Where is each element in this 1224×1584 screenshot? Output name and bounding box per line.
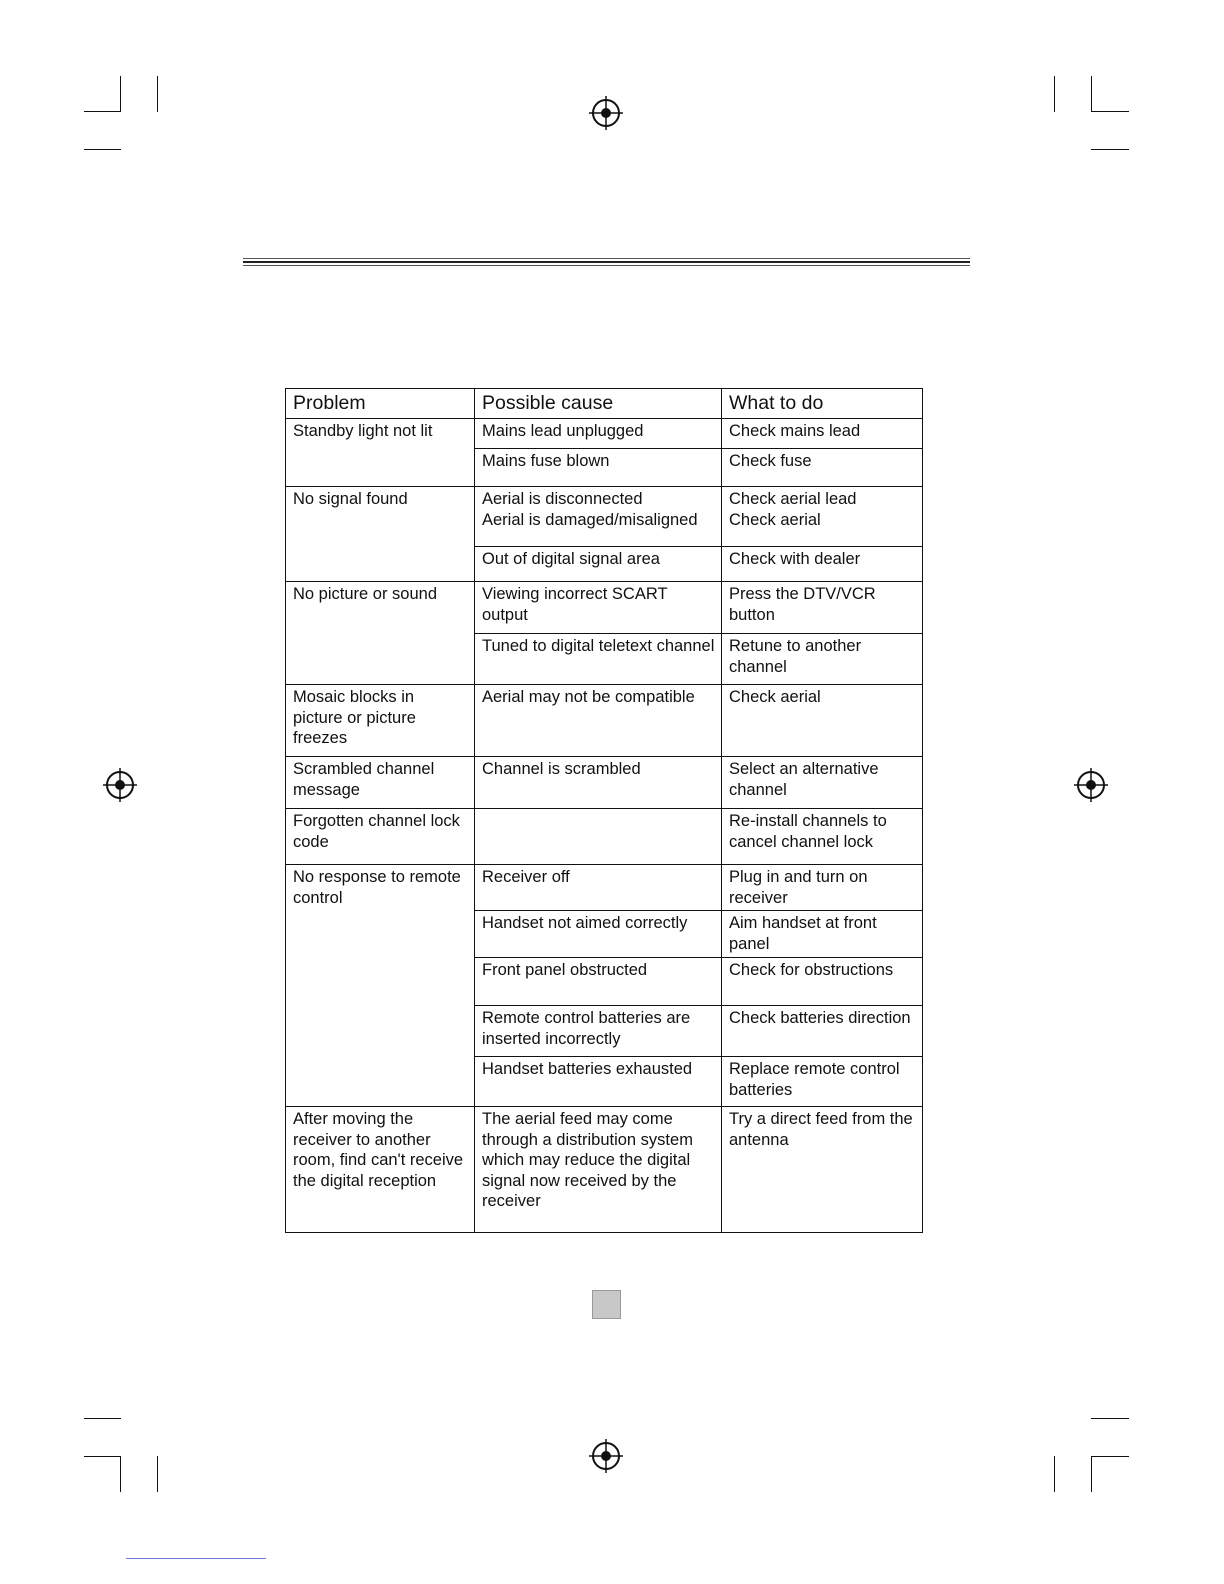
page-number-box <box>592 1290 621 1319</box>
table-row <box>286 487 923 547</box>
cause-cell: Mains lead unplugged <box>475 419 722 449</box>
action-cell: Press the DTV/VCR button <box>722 582 923 634</box>
crop-mark <box>84 1418 121 1419</box>
crop-mark <box>157 1456 158 1492</box>
action-cell: Check batteries direction <box>722 1006 923 1057</box>
action-cell: Check aerial <box>722 685 923 757</box>
cause-cell: The aerial feed may come through a distribution system which may reduce the digital signal now received by the receiver <box>475 1107 722 1233</box>
action-cell: Replace remote control batteries <box>722 1057 923 1107</box>
table-header-row <box>286 389 923 419</box>
cause-cell: Out of digital signal area <box>475 547 722 582</box>
cause-cell: Aerial is disconnected Aerial is damaged/misaligned <box>475 487 722 547</box>
crop-mark <box>1091 149 1129 150</box>
problem-cell: Forgotten channel lock code <box>286 809 475 865</box>
registration-mark-icon <box>1074 768 1108 802</box>
action-cell: Aim handset at front panel <box>722 911 923 958</box>
table-row <box>286 685 923 757</box>
action-cell: Select an alternative channel <box>722 757 923 809</box>
action-cell: Plug in and turn on receiver <box>722 865 923 911</box>
crop-mark <box>1054 76 1055 112</box>
crop-mark <box>120 76 121 112</box>
action-cell: Re-install channels to cancel channel lock <box>722 809 923 865</box>
problem-cell: After moving the receiver to another room, find can't receive the digital reception <box>286 1107 475 1233</box>
cause-cell: Receiver off <box>475 865 722 911</box>
table-row <box>286 809 923 865</box>
action-cell: Try a direct feed from the antenna <box>722 1107 923 1233</box>
registration-mark-icon <box>589 1439 623 1473</box>
header-rule <box>243 258 970 268</box>
footer-underline <box>126 1558 266 1559</box>
problem-cell: Scrambled channel message <box>286 757 475 809</box>
registration-mark-icon <box>103 768 137 802</box>
cause-cell: Mains fuse blown <box>475 449 722 487</box>
column-header-cause: Possible cause <box>475 389 722 419</box>
crop-mark <box>1091 76 1092 112</box>
table-row <box>286 757 923 809</box>
table-row <box>286 419 923 449</box>
registration-mark-icon <box>589 96 623 130</box>
cause-cell: Aerial may not be compatible <box>475 685 722 757</box>
action-cell: Check fuse <box>722 449 923 487</box>
crop-mark <box>1091 111 1129 112</box>
problem-cell: No response to remote control <box>286 865 475 1107</box>
action-cell: Check for obstructions <box>722 958 923 1006</box>
crop-mark <box>1091 1456 1092 1492</box>
crop-mark <box>1091 1456 1129 1457</box>
column-header-action: What to do <box>722 389 923 419</box>
crop-mark <box>84 111 121 112</box>
cause-cell: Tuned to digital teletext channel <box>475 634 722 685</box>
action-cell: Check with dealer <box>722 547 923 582</box>
troubleshooting-table <box>285 388 923 1233</box>
table-row <box>286 582 923 634</box>
problem-cell: No signal found <box>286 487 475 582</box>
cause-cell: Viewing incorrect SCART output <box>475 582 722 634</box>
cause-cell: Handset not aimed correctly <box>475 911 722 958</box>
problem-cell: Standby light not lit <box>286 419 475 487</box>
column-header-problem: Problem <box>286 389 475 419</box>
cause-cell: Front panel obstructed <box>475 958 722 1006</box>
crop-mark <box>84 1456 121 1457</box>
table-row <box>286 865 923 911</box>
action-cell: Retune to another channel <box>722 634 923 685</box>
crop-mark <box>1054 1456 1055 1492</box>
problem-cell: Mosaic blocks in picture or picture freezes <box>286 685 475 757</box>
cause-cell: Channel is scrambled <box>475 757 722 809</box>
table-row <box>286 1107 923 1233</box>
cause-cell: Handset batteries exhausted <box>475 1057 722 1107</box>
action-cell: Check mains lead <box>722 419 923 449</box>
cause-cell: Remote control batteries are inserted incorrectly <box>475 1006 722 1057</box>
crop-mark <box>157 76 158 112</box>
cause-cell <box>475 809 722 865</box>
problem-cell: No picture or sound <box>286 582 475 685</box>
table-body <box>286 419 923 1233</box>
crop-mark <box>1091 1418 1129 1419</box>
action-cell: Check aerial lead Check aerial <box>722 487 923 547</box>
crop-mark <box>84 149 121 150</box>
crop-mark <box>120 1456 121 1492</box>
